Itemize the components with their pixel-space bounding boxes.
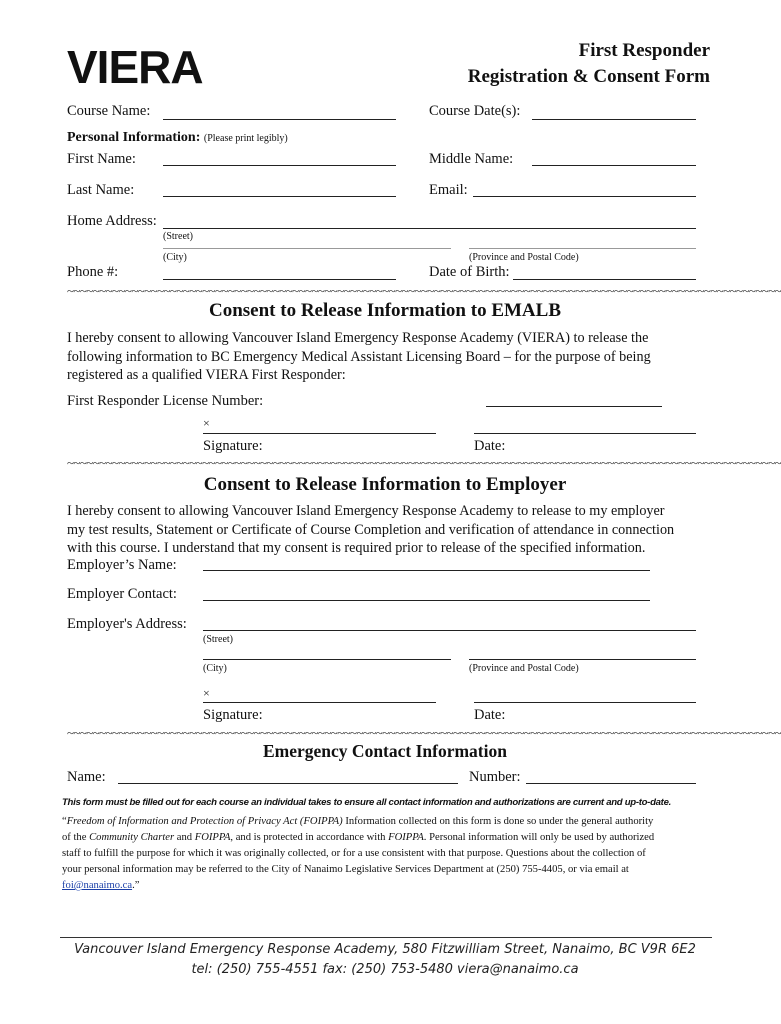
home-street-hint: (Street) [163, 231, 193, 242]
first-name-label: First Name: [67, 151, 136, 167]
email-field[interactable] [473, 196, 696, 197]
employer-date-field[interactable] [474, 702, 696, 703]
emergency-name-label: Name: [67, 769, 106, 785]
emalb-signature-field[interactable] [203, 433, 436, 434]
dob-label: Date of Birth: [429, 264, 510, 280]
legal-text2b: and [174, 832, 195, 843]
employer-city-hint: (City) [203, 663, 227, 674]
employer-signature-label: Signature: [203, 707, 263, 723]
emergency-name-field[interactable] [118, 783, 458, 784]
employer-street-hint: (Street) [203, 634, 233, 645]
last-name-field[interactable] [163, 196, 396, 197]
employer-x-mark: × [203, 686, 210, 700]
legal-closing: .” [132, 880, 140, 891]
footer-rule [60, 937, 712, 938]
personal-info-heading [67, 130, 288, 146]
personal-info-title: Personal Information: [67, 130, 201, 145]
employer-heading: Consent to Release Information to Employer [203, 474, 567, 495]
dob-field[interactable] [513, 279, 696, 280]
emalb-date-label: Date: [474, 438, 506, 454]
course-dates-label: Course Date(s): [429, 103, 521, 119]
legal-line2 [62, 830, 712, 846]
emergency-number-label: Number: [469, 769, 521, 785]
section-divider: ~~~~~~~~~~~~~~~~~~~~~~~~~~~~~~~~~~~~~~~~~~~~~~~~~~~~~~~~~~~~~~~~~~~~~~~~~~~~~~~~~~~~~~~~~~~~~~~~~~~~~~~~~~~~~~~ [67, 455, 781, 470]
course-name-field[interactable] [163, 119, 396, 120]
home-city-hint: (City) [163, 252, 187, 263]
footer-address: Vancouver Island Emergency Response Academy, 580 Fitzwilliam Street, Nanaimo, BC V9R 6E2 [74, 942, 696, 957]
course-name-label: Course Name: [67, 103, 151, 119]
emergency-number-field[interactable] [526, 783, 696, 784]
emalb-line1: I hereby consent to allowing Vancouver Island Emergency Response Academy (VIERA) to release the [67, 330, 649, 346]
phone-field[interactable] [163, 279, 396, 280]
section-divider: ~~~~~~~~~~~~~~~~~~~~~~~~~~~~~~~~~~~~~~~~~~~~~~~~~~~~~~~~~~~~~~~~~~~~~~~~~~~~~~~~~~~~~~~~~~~~~~~~~~~~~~~~~~~~~~~ [67, 283, 781, 298]
course-dates-field[interactable] [532, 119, 696, 120]
employer-street-field[interactable] [203, 630, 696, 631]
foi-email-link[interactable]: foi@nanaimo.ca [62, 880, 133, 891]
employer-city-field[interactable] [203, 659, 451, 660]
middle-name-field[interactable] [532, 165, 696, 166]
employer-line1: I hereby consent to allowing Vancouver Island Emergency Response Academy to release to my employer [67, 503, 665, 519]
email-label: Email: [429, 182, 468, 198]
emalb-date-field[interactable] [474, 433, 696, 434]
legal-foippa2: FOIPPA [388, 832, 424, 843]
legal-line5 [62, 878, 712, 894]
employer-date-label: Date: [474, 707, 506, 723]
employer-line2: my test results, Statement or Certificate of Course Completion and verification of attendance in connection [67, 521, 675, 538]
form-title-line1: First Responder [578, 40, 710, 61]
emalb-heading: Consent to Release Information to EMALB [208, 300, 561, 321]
license-number-field[interactable] [486, 406, 662, 407]
legal-text1: Information collected on this form is done so under the general authority [342, 816, 654, 827]
home-address-label: Home Address: [67, 213, 157, 229]
print-legibly-note: (Please print legibly) [203, 133, 288, 144]
legal-line4: your personal information may be referred to the City of Nanaimo Legislative Services Department at (250) 755-4405, or via email at [62, 864, 629, 875]
first-name-field[interactable] [163, 165, 396, 166]
legal-line3: staff to fulfill the purpose for which it was originally collected, or for a use consistent with that purpose. Questions about the collection of [62, 848, 646, 859]
legal-text2c: , and is protected in accordance with [230, 832, 389, 843]
emalb-signature-label: Signature: [203, 438, 263, 454]
employer-signature-field[interactable] [203, 702, 436, 703]
legal-act-name: Freedom of Information and Protection of Privacy Act (FOIPPA) [66, 816, 343, 827]
employer-province-hint: (Province and Postal Code) [469, 663, 579, 674]
viera-logo: VIERA [67, 41, 203, 93]
foippa-statement [62, 814, 712, 894]
employer-province-field[interactable] [469, 659, 696, 660]
emalb-line3: registered as a qualified VIERA First Responder: [67, 367, 346, 383]
last-name-label: Last Name: [67, 182, 135, 198]
home-street-field[interactable] [163, 228, 696, 229]
phone-label: Phone #: [67, 264, 119, 280]
form-notice: This form must be filled out for each course an individual takes to ensure all contact information and authorizations are current and up-to-date. [62, 797, 671, 808]
employer-consent-text [67, 502, 674, 558]
employer-name-field[interactable] [203, 570, 650, 571]
emalb-consent-text [67, 329, 651, 385]
legal-line1 [62, 814, 712, 830]
footer-contact: tel: (250) 755-4551 fax: (250) 753-5480 viera@nanaimo.ca [191, 962, 579, 977]
form-title-line2: Registration & Consent Form [467, 66, 710, 87]
legal-text2d: . Personal information will only be used by authorized [423, 832, 655, 843]
home-city-field[interactable] [163, 248, 451, 249]
legal-foippa1: FOIPPA [194, 832, 231, 843]
employer-contact-label: Employer Contact: [67, 586, 177, 602]
legal-open-quote: “ [62, 816, 67, 827]
legal-charter: Community Charter [89, 832, 175, 843]
employer-line3: with this course. I understand that my consent is required prior to release of the specified information. [67, 540, 646, 556]
home-province-field[interactable] [469, 248, 696, 249]
employer-name-label: Employer’s Name: [67, 557, 177, 573]
middle-name-label: Middle Name: [429, 151, 514, 167]
home-province-hint: (Province and Postal Code) [469, 252, 579, 263]
form-title [468, 38, 710, 90]
emergency-heading: Emergency Contact Information [263, 741, 507, 761]
legal-text2a: of the [62, 832, 90, 843]
employer-address-label: Employer's Address: [67, 616, 187, 632]
employer-contact-field[interactable] [203, 600, 650, 601]
section-divider: ~~~~~~~~~~~~~~~~~~~~~~~~~~~~~~~~~~~~~~~~~~~~~~~~~~~~~~~~~~~~~~~~~~~~~~~~~~~~~~~~~~~~~~~~~~~~~~~~~~~~~~~~~~~~~~~ [67, 725, 781, 740]
license-number-label: First Responder License Number: [67, 393, 264, 409]
emalb-line2: following information to BC Emergency Medical Assistant Licensing Board – for the purpose of being [67, 348, 651, 365]
emalb-x-mark: × [203, 416, 210, 430]
